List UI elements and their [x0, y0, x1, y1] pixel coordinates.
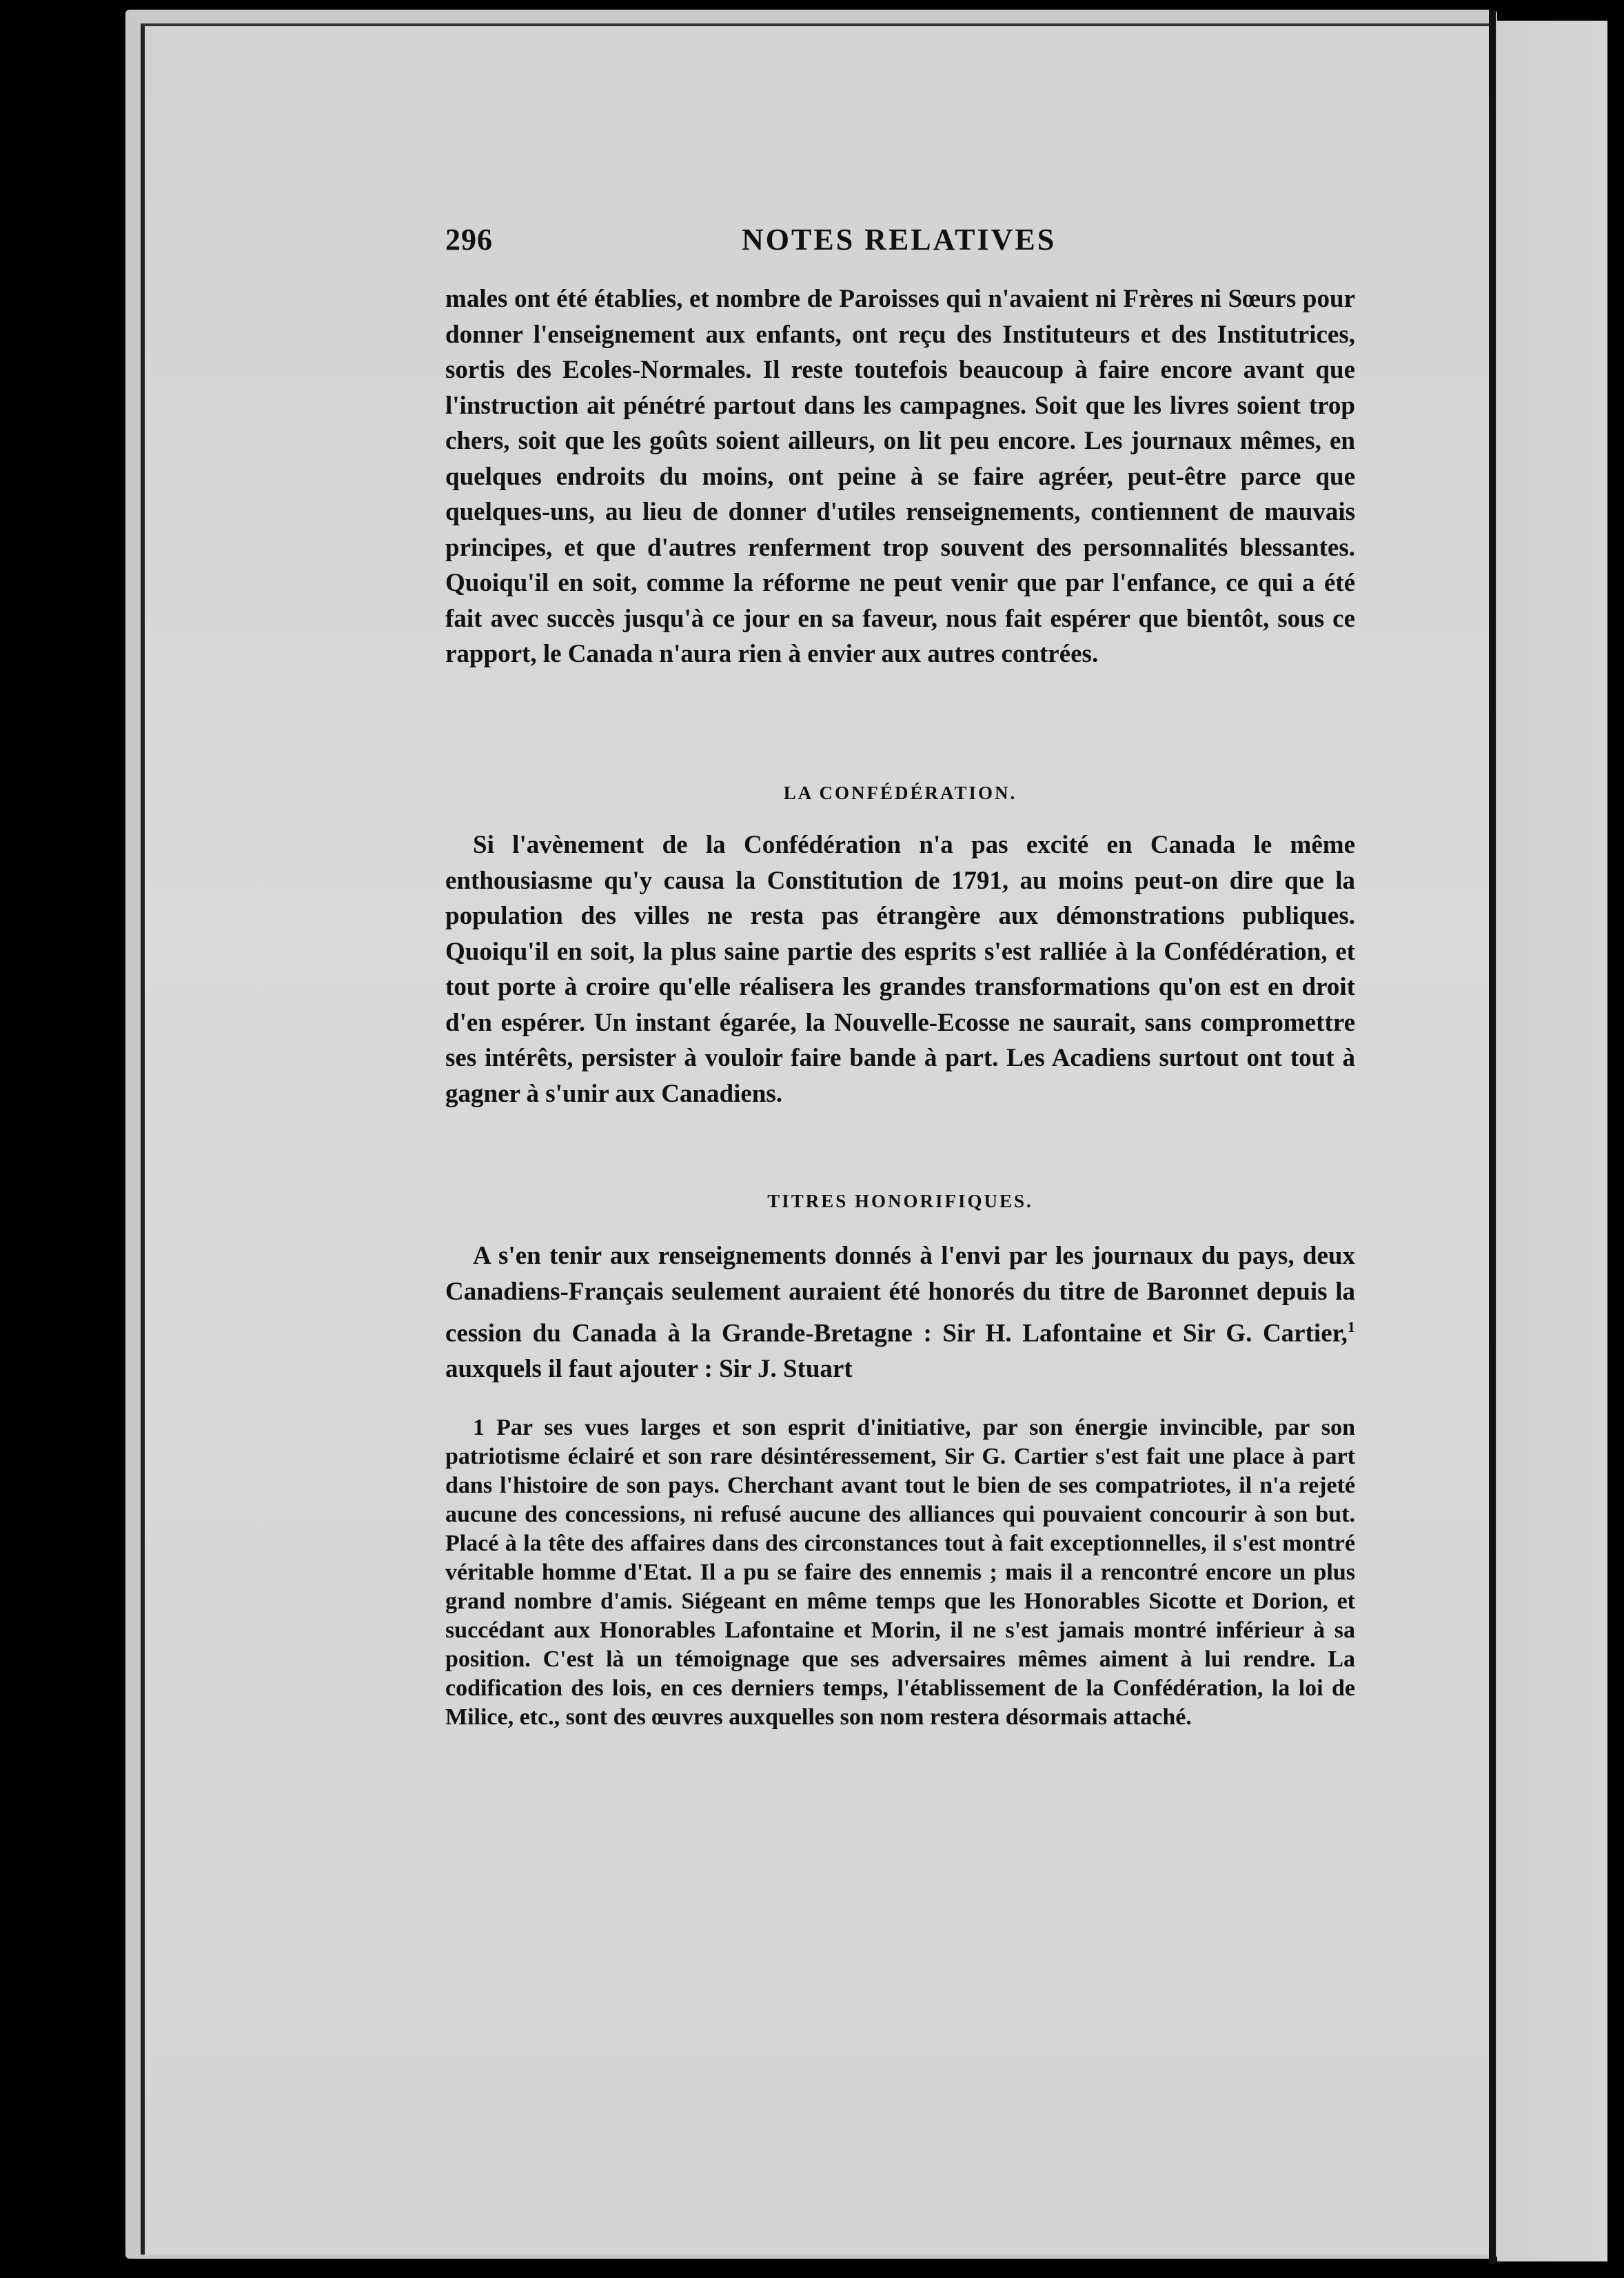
footnote-number: 1	[473, 1415, 485, 1440]
page-number: 296	[445, 223, 493, 256]
paragraph-titres	[445, 1238, 1355, 1387]
heading-confederation: LA CONFÉDÉRATION.	[783, 783, 1017, 803]
heading-titres-honorifiques: TITRES HONORIFIQUES.	[767, 1191, 1033, 1211]
running-title: NOTES RELATIVES	[742, 223, 1057, 256]
running-head	[445, 222, 1355, 263]
paragraph-titres-continuation: auxquels il faut ajouter : Sir J. Stuart	[445, 1354, 853, 1383]
paragraph-education: males ont été établies, et nombre de Paroisses qui n'avaient ni Frères ni Sœurs pour donner l'enseignement aux enfants, ont reçu des Instituteurs et des Institutrices, sortis des Ecoles-Normales. Il reste toutefois beaucoup à faire encore avant que l'instruction ait pénétré partout dans les campagnes. Soit que les livres soient trop chers, soit que les goûts soient ailleurs, on lit peu encore. Les journaux mêmes, en quelques endroits du moins, ont peine à se faire agréer, peut-être parce que quelques-uns, au lieu de donner d'utiles renseignements, contiennent de mauvais principes, et que d'autres renferment trop souvent des personnalités blessantes. Quoiqu'il en soit, comme la réforme ne peut venir que par l'enfance, ce qui a été fait avec succès jusqu'à ce jour en sa faveur, nous fait espérer que bientôt, sous ce rapport, le Canada n'aura rien à envier aux autres contrées.	[445, 285, 1355, 668]
footnote-reference: 1	[1347, 1318, 1355, 1335]
footnote	[445, 1413, 1355, 1732]
adjacent-page-edge	[1497, 21, 1607, 2261]
footnote-text: Par ses vues larges et son esprit d'initiative, par son énergie invincible, par son patriotisme éclairé et son rare désintéressement, Sir G. Cartier s'est fait une place à part dans l'histoire de son pays. Cherchant avant tout le bien de ses compatriotes, il n'a rejeté aucune des concessions, ni refusé aucune des alliances qui pouvaient concourir à son but. Placé à la tête des affaires dans des circonstances tout à fait exceptionnelles, il s'est montré véritable homme d'Etat. Il a pu se faire des ennemis ; mais il a rencontré encore un plus grand nombre d'amis. Siégeant en même temps que les Honorables Sicotte et Dorion, et succédant aux Honorables Lafontaine et Morin, il ne s'est jamais montré inférieur à sa position. C'est là un témoignage que ses adversaires mêmes aiment à lui rendre. La codification des lois, en ces derniers temps, l'établissement de la Confédération, la loi de Milice, etc., sont des œuvres auxquelles son nom restera désormais attaché.	[445, 1415, 1355, 1730]
paragraph-confederation: Si l'avènement de la Confédération n'a pas excité en Canada le même enthousiasme qu'y causa la Constitution de 1791, au moins peut-on dire que la population des villes ne resta pas étrangère aux démonstrations publiques. Quoiqu'il en soit, la plus saine partie des esprits s'est ralliée à la Confédération, et tout porte à croire qu'elle réalisera les grandes transformations qu'on est en droit d'en espérer. Un instant égarée, la Nouvelle-Ecosse ne saurait, sans compromettre ses intérêts, persister à vouloir faire bande à part. Les Acadiens surtout ont tout à gagner à s'unir aux Canadiens.	[445, 831, 1355, 1108]
binding-gutter	[1489, 10, 1496, 2264]
paragraph-titres-text: A s'en tenir aux renseignements donnés à l'envi par les journaux du pays, deux Canadiens-Français seulement auraient été honorés du titre de Baronnet depuis la cession du Canada à la Grande-Bretagne : Sir H. Lafontaine et Sir G. Cartier,	[445, 1242, 1355, 1348]
